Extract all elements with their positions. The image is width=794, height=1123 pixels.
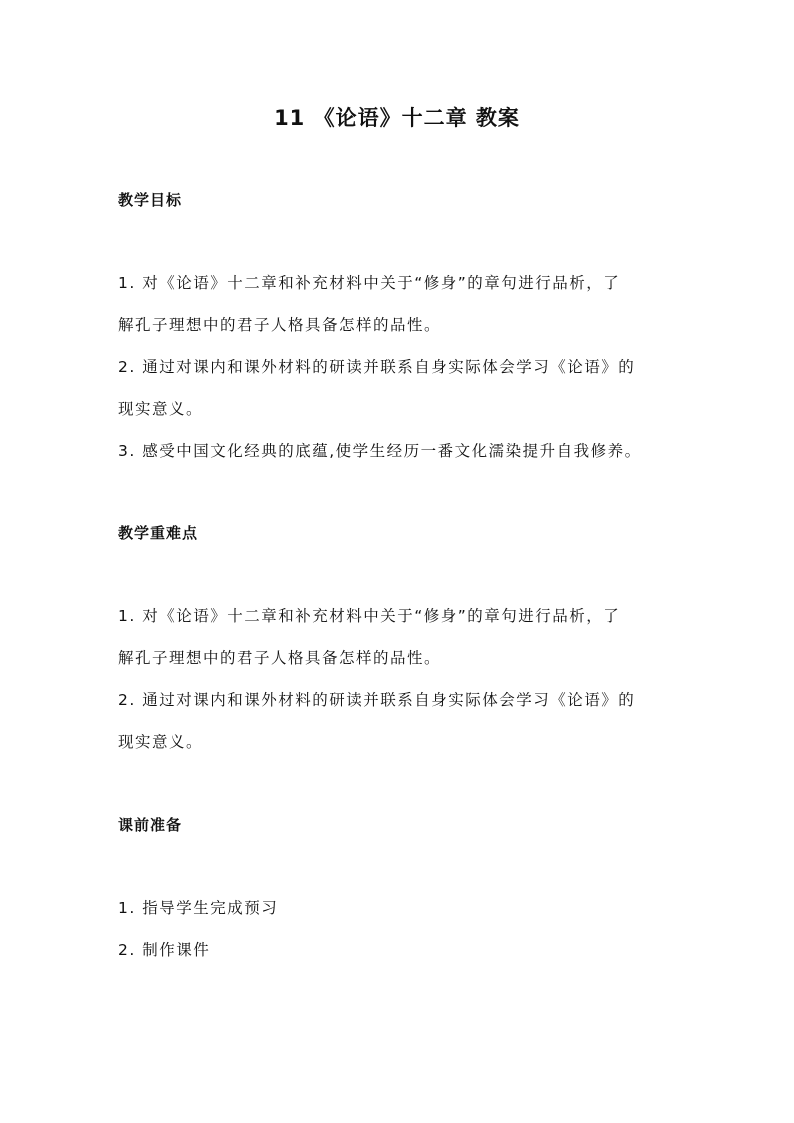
key-points-line-4: 现实意义。 xyxy=(118,733,204,751)
objectives-line-4: 现实意义。 xyxy=(118,400,204,418)
section-heading-key-points: 教学重难点 xyxy=(118,524,199,542)
section-heading-preparation: 课前准备 xyxy=(118,816,183,834)
key-points-line-2: 解孔子理想中的君子人格具备怎样的品性。 xyxy=(118,649,442,667)
document-title: 11 《论语》十二章 教案 xyxy=(274,106,520,130)
objectives-line-1: 1. 对《论语》十二章和补充材料中关于“修身”的章句进行品析，了 xyxy=(118,274,621,292)
preparation-line-1: 1. 指导学生完成预习 xyxy=(118,899,279,917)
key-points-line-1: 1. 对《论语》十二章和补充材料中关于“修身”的章句进行品析，了 xyxy=(118,607,621,625)
objectives-line-5: 3. 感受中国文化经典的底蕴,使学生经历一番文化濡染提升自我修养。 xyxy=(118,442,642,460)
preparation-line-2: 2. 制作课件 xyxy=(118,941,211,959)
section-heading-objectives: 教学目标 xyxy=(118,191,183,209)
objectives-line-2: 解孔子理想中的君子人格具备怎样的品性。 xyxy=(118,316,442,334)
objectives-line-3: 2. 通过对课内和课外材料的研读并联系自身实际体会学习《论语》的 xyxy=(118,358,636,376)
key-points-line-3: 2. 通过对课内和课外材料的研读并联系自身实际体会学习《论语》的 xyxy=(118,691,636,709)
